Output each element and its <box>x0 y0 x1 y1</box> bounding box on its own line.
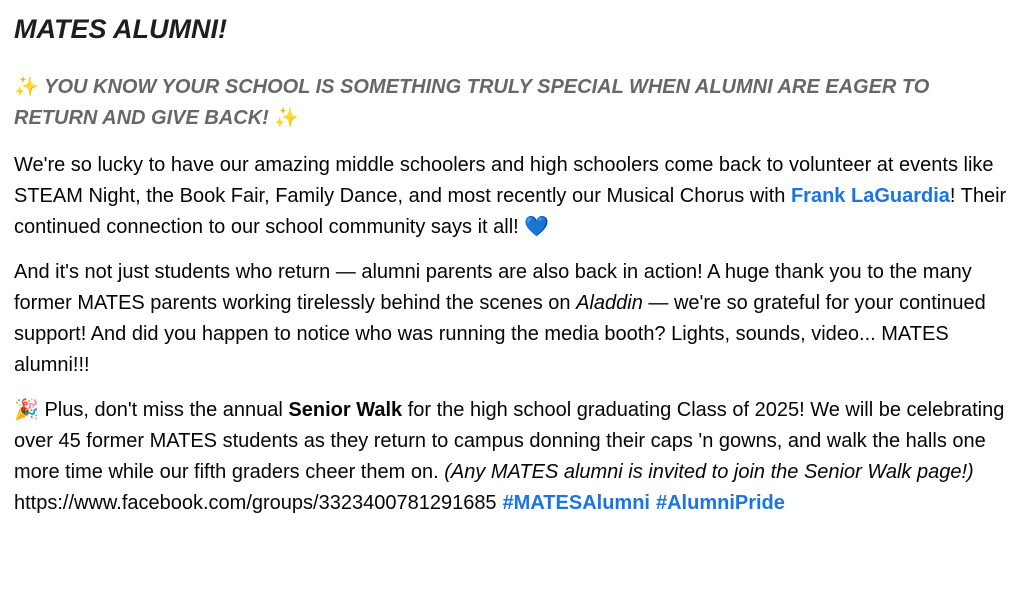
volunteers-text-before-link: We're so lucky to have our amazing middle schoolers and high schoolers come back to volunteer at events like STEAM Night, the Book Fair, Family Dance, and most recently our Musical Chorus with <box>14 154 994 207</box>
subtitle-text: YOU KNOW YOUR SCHOOL IS SOMETHING TRULY SPECIAL WHEN ALUMNI ARE EAGER TO RETURN AND GIVE BACK! <box>14 76 930 129</box>
volunteers-text-after-link: ! Their continued connection to our school community says it all! <box>14 185 1007 238</box>
hashtag-alumni-pride[interactable]: #AlumniPride <box>655 492 785 514</box>
paragraph-parents <box>14 257 1009 381</box>
party-popper-icon: 🎉 <box>14 399 39 421</box>
facebook-group-url[interactable]: https://www.facebook.com/groups/3323400781291685 <box>14 492 497 514</box>
senior-walk-text-before-bold: Plus, don't miss the annual <box>38 399 289 421</box>
paragraph-senior-walk <box>14 395 1009 519</box>
post-title: MATES ALUMNI! <box>14 14 227 44</box>
post-subtitle <box>14 72 1009 134</box>
parents-text-after-italic: — we're so grateful for your continued support! And did you happen to notice who was running the media booth? Lights, sounds, video... MATES alumni!!! <box>14 292 986 376</box>
paragraph-volunteers <box>14 150 1009 243</box>
blue-heart-icon: 💙 <box>524 216 550 238</box>
senior-walk-bold-text: Senior Walk <box>288 399 403 421</box>
senior-walk-invite-note: (Any MATES alumni is invited to join the Senior Walk page!) <box>444 461 974 483</box>
aladdin-title: Aladdin <box>576 292 643 314</box>
hashtag-mates-alumni[interactable]: #MATESAlumni <box>502 492 650 514</box>
parents-text-before-italic: And it's not just students who return — alumni parents are also back in action! A huge thank you to the many former MATES parents working tirelessly behind the scenes on <box>14 261 972 314</box>
sparkles-icon: ✨ <box>14 76 39 98</box>
sparkles-icon: ✨ <box>274 107 300 129</box>
senior-walk-text-after-bold: for the high school graduating Class of 2025! We will be celebrating over 45 former MATES students as they return to campus donning their caps 'n gowns, and walk the halls one more time while our fifth graders cheer them on. <box>14 399 1005 483</box>
frank-laguardia-link[interactable]: Frank LaGuardia <box>790 185 950 207</box>
